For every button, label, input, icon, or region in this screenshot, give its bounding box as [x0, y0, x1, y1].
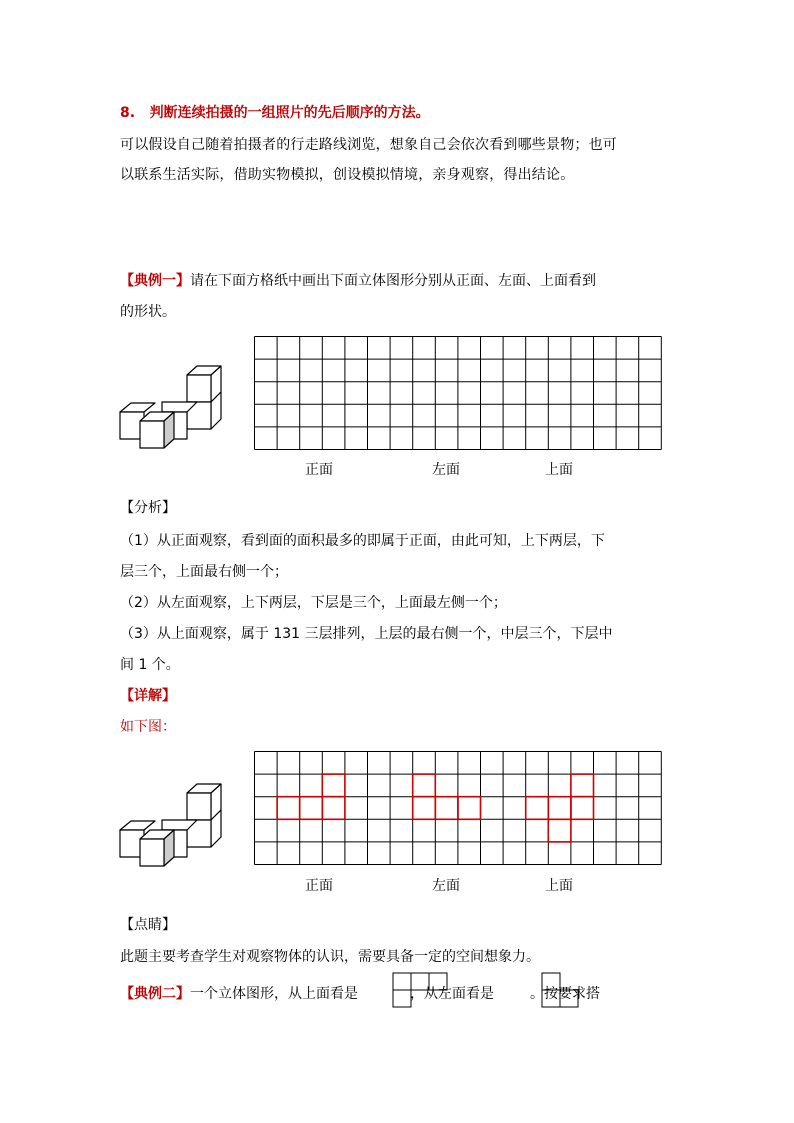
analysis-line5: 间 1 个。	[120, 657, 180, 673]
label-front-2: 正面	[305, 878, 333, 894]
label-left-2: 左面	[432, 878, 460, 894]
example2-tag: 【典例二】	[120, 986, 190, 1002]
answer-top-view	[548, 797, 571, 820]
example2-text-3: 。按要求搭	[530, 986, 600, 1002]
example1-question-line2: 的形状。	[120, 304, 176, 320]
detail-text: 如下图：	[120, 719, 176, 735]
section-text-line1: 可以假设自己随着拍摄者的行走路线浏览，想象自己会依次看到哪些景物；也可	[120, 137, 617, 153]
analysis-tag: 【分析】	[120, 500, 176, 516]
example1-tag: 【典例一】	[120, 273, 190, 289]
example1-question-text: 请在下面方格纸中画出下面立体图形分别从正面、左面、上面看到	[190, 273, 596, 289]
shape-top-view	[392, 972, 448, 1008]
example2-text-1: 一个立体图形，从上面看是	[190, 986, 358, 1002]
answer-left-view	[435, 797, 458, 820]
analysis-line2: 层三个，上面最右侧一个；	[120, 564, 288, 580]
analysis-line3: （2）从左面观察，上下两层，下层是三个，上面最左侧一个；	[120, 595, 507, 611]
label-left-1: 左面	[432, 462, 460, 478]
label-front-1: 正面	[305, 462, 333, 478]
cube-figure-2	[115, 780, 230, 868]
label-top-2: 上面	[545, 878, 573, 894]
comment-text: 此题主要考查学生对观察物体的认识，需要具备一定的空间想象力。	[120, 949, 540, 965]
cube-figure-1	[115, 362, 230, 450]
example2-question	[120, 983, 600, 1003]
section-text-line2: 以联系生活实际，借助实物模拟，创设模拟情境，亲身观察，得出结论。	[120, 167, 575, 183]
analysis-line1: （1）从正面观察，看到面的面积最多的即属于正面，由此可知，上下两层，下	[120, 533, 605, 549]
analysis-line4: （3）从上面观察，属于 131 三层排列，上层的最右侧一个，中层三个，下层中	[120, 626, 613, 642]
answer-front-view	[277, 797, 300, 820]
answer-top-view	[571, 774, 594, 797]
section-heading: 8. 判断连续拍摄的一组照片的先后顺序的方法。	[120, 105, 430, 121]
answer-top-view	[526, 797, 549, 820]
example2-text-2: ，从左面看是	[410, 986, 494, 1002]
grid-paper-2	[254, 751, 664, 865]
example1-question	[120, 270, 596, 290]
label-top-1: 上面	[545, 462, 573, 478]
answer-left-view	[458, 797, 481, 820]
detail-tag: 【详解】	[120, 688, 176, 704]
answer-front-view	[322, 774, 345, 797]
answer-left-view	[413, 797, 436, 820]
answer-top-view	[548, 819, 571, 842]
answer-top-view	[571, 797, 594, 820]
answer-front-view	[322, 797, 345, 820]
comment-tag: 【点睛】	[120, 917, 176, 933]
shape-left-view	[541, 972, 579, 1008]
answer-left-view	[413, 774, 436, 797]
grid-paper-1	[254, 336, 664, 450]
answer-front-view	[300, 797, 323, 820]
